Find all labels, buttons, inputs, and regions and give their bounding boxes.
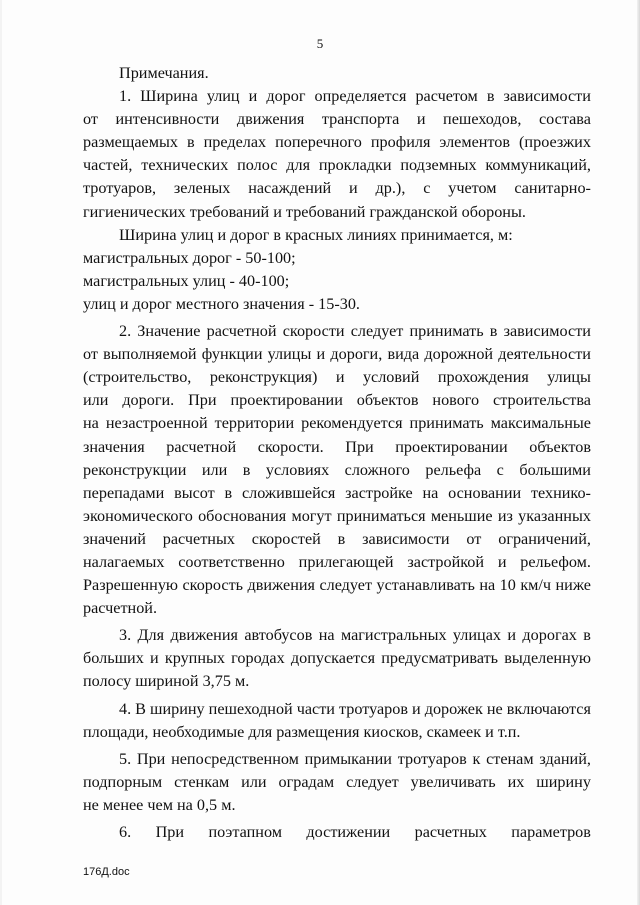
text-line: реконструкции или в условиях сложного рельефа с большими	[83, 460, 591, 479]
page-left-edge	[0, 0, 2, 905]
footer-filename: 176Д.doc	[83, 866, 130, 878]
text-line: площади, необходимые для размещения киосков, скамеек и т.п.	[83, 722, 521, 741]
paragraph-note-1	[83, 85, 591, 224]
text-line: значений расчетных скоростей в зависимости от ограничений,	[83, 529, 591, 548]
paragraph-note-6	[83, 821, 591, 844]
text-line: налагаемых соответственно прилегающей застройкой и рельефом.	[83, 552, 591, 571]
text-line: на незастроенной территории рекомендуется принимать максимальные	[83, 414, 591, 433]
text-line: 1. Ширина улиц и дорог определяется расчетом в зависимости	[119, 87, 591, 106]
text-line: магистральных улиц - 40-100;	[83, 271, 290, 290]
text-line: расчетной.	[83, 599, 158, 618]
text-line: 4. В ширину пешеходной части тротуаров и дорожек не включаются	[119, 699, 591, 718]
text-line: 5. При непосредственном примыкании тротуаров к стенам зданий,	[119, 749, 591, 768]
paragraph-note-4	[83, 698, 591, 744]
text-line: улиц и дорог местного значения - 15-30.	[83, 294, 360, 313]
notes-list	[83, 85, 591, 844]
text-line: 6. При поэтапном достижении расчетных параметров	[119, 823, 591, 841]
text-line: 2. Значение расчетной скорости следует принимать в зависимости	[119, 322, 591, 341]
text-line: не менее чем на 0,5 м.	[83, 795, 236, 814]
notes-heading: Примечания.	[119, 64, 209, 82]
page-number: 5	[316, 36, 324, 51]
paragraph-note-2	[83, 320, 591, 620]
text-line: полосу шириной 3,75 м.	[83, 672, 250, 691]
text-line: (строительство, реконструкция) и условий прохождения улицы	[83, 368, 591, 387]
text-line: гигиенических требований и требований гражданской обороны.	[83, 202, 526, 221]
text-line: перепадами высот в сложившейся застройке на основании технико-	[83, 483, 591, 502]
text-line: от выполняемой функции улицы и дороги, вида дорожной деятельности	[83, 345, 591, 364]
text-line: Ширина улиц и дорог в красных линиях принимается, м:	[119, 225, 513, 244]
text-line: подпорным стенкам или оградам следует увеличивать их ширину	[83, 772, 591, 791]
text-line: размещаемых в пределах поперечного профиля элементов (проезжих	[83, 133, 591, 152]
text-line: от интенсивности движения транспорта и пешеходов, состава	[83, 110, 591, 129]
text-line: тротуаров, зеленых насаждений и др.), с учетом санитарно-	[83, 179, 591, 198]
text-line: или дороги. При проектировании объектов нового строительства	[83, 391, 591, 410]
text-line: экономического обоснования могут приниматься меньшие из указанных	[83, 506, 591, 525]
body-text	[83, 62, 591, 844]
text-line: значения расчетной скорости. При проектировании объектов	[83, 437, 591, 456]
text-line: 3. Для движения автобусов на магистральных улицах и дорогах в	[119, 626, 591, 645]
paragraph-note-5	[83, 748, 591, 817]
text-line: магистральных дорог - 50-100;	[83, 248, 296, 267]
text-line: частей, технических полос для прокладки подземных коммуникаций,	[83, 156, 591, 175]
text-line: больших и крупных городах допускается предусматривать выделенную	[83, 649, 591, 668]
paragraph-note-3	[83, 624, 591, 693]
paragraph-widths	[83, 224, 591, 316]
text-line: Разрешенную скорость движения следует устанавливать на 10 км/ч ниже	[83, 576, 591, 595]
